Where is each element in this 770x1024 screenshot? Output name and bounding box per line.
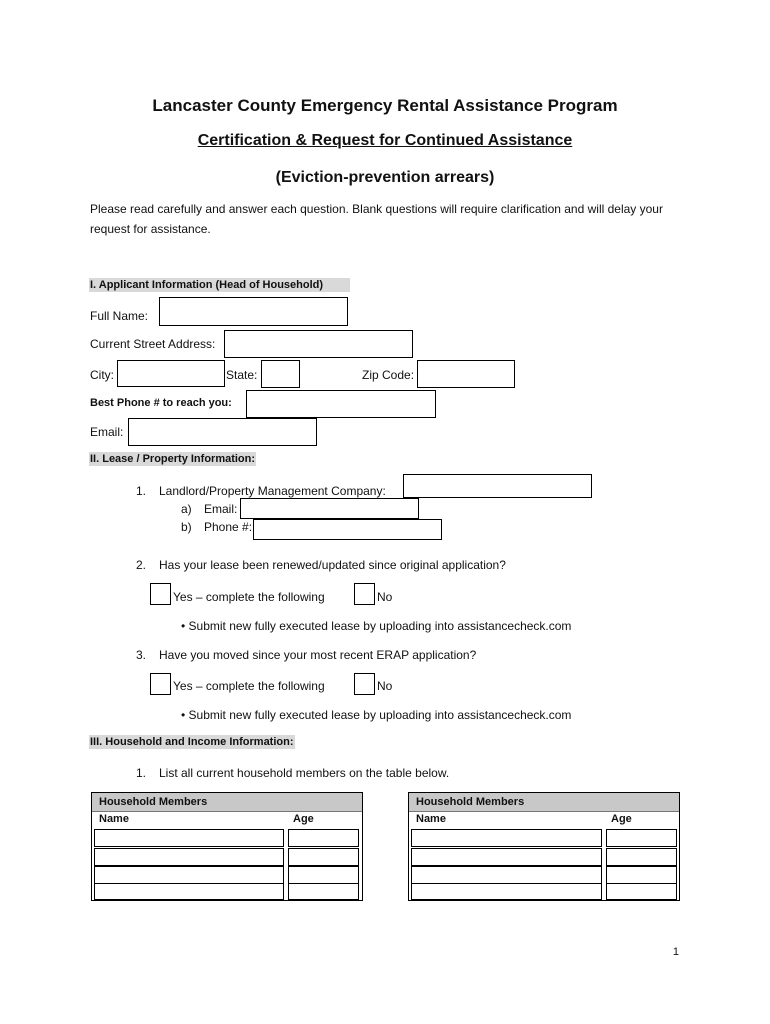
column-header-age: Age — [611, 813, 632, 825]
street-address-label: Current Street Address: — [90, 337, 216, 351]
household-instruction: List all current household members on the table below. — [159, 766, 450, 780]
question-number: 1. — [136, 766, 147, 780]
moved-upload-instruction: • Submit new fully executed lease by uploading into assistancecheck.com — [181, 708, 572, 722]
member-name-cell[interactable] — [411, 848, 602, 866]
landlord-email-field[interactable] — [240, 498, 419, 519]
column-header-name: Name — [416, 813, 446, 825]
phone-label: Best Phone # to reach you: — [90, 397, 232, 409]
moved-question: Have you moved since your most recent ERAP application? — [159, 648, 477, 662]
email-field[interactable] — [128, 418, 317, 446]
lease-renewed-yes-label: Yes – complete the following — [173, 590, 325, 604]
member-name-cell[interactable] — [94, 829, 284, 847]
lease-upload-instruction: • Submit new fully executed lease by uploading into assistancecheck.com — [181, 619, 572, 633]
section-3-heading: III. Household and Income Information: — [90, 736, 294, 748]
lease-renewed-yes-checkbox[interactable] — [150, 583, 171, 605]
page-subtitle-2: (Eviction-prevention arrears) — [275, 169, 495, 186]
landlord-field[interactable] — [403, 474, 592, 498]
member-age-cell[interactable] — [606, 866, 677, 884]
state-label: State: — [226, 368, 258, 382]
member-age-cell[interactable] — [288, 883, 359, 900]
question-number: 1. — [136, 484, 147, 498]
email-label: Email: — [90, 425, 124, 439]
landlord-phone-field[interactable] — [253, 519, 442, 540]
section-1-heading: I. Applicant Information (Head of Household) — [89, 278, 350, 292]
moved-no-label: No — [377, 679, 393, 693]
member-name-cell[interactable] — [94, 848, 284, 866]
table-title: Household Members — [409, 793, 679, 812]
phone-field[interactable] — [246, 390, 436, 418]
section-2-heading: II. Lease / Property Information: — [90, 453, 256, 465]
household-members-table — [91, 792, 363, 901]
page-title: Lancaster County Emergency Rental Assistance Program — [152, 96, 618, 115]
moved-yes-checkbox[interactable] — [150, 673, 171, 695]
member-name-cell[interactable] — [411, 866, 602, 884]
full-name-label: Full Name: — [90, 309, 149, 323]
household-members-table — [408, 792, 680, 901]
member-age-cell[interactable] — [288, 848, 359, 866]
member-age-cell[interactable] — [606, 848, 677, 866]
member-age-cell[interactable] — [606, 883, 677, 900]
moved-yes-label: Yes – complete the following — [173, 679, 325, 693]
member-name-cell[interactable] — [94, 883, 284, 900]
intro-text: Please read carefully and answer each question. Blank questions will require clarification and will delay your request for assistance. — [90, 202, 663, 236]
moved-no-checkbox[interactable] — [354, 673, 375, 695]
table-title: Household Members — [92, 793, 362, 812]
full-name-field[interactable] — [159, 297, 348, 326]
lease-renewed-no-label: No — [377, 590, 393, 604]
lease-renewed-no-checkbox[interactable] — [354, 583, 375, 605]
landlord-email-label: Email: — [204, 502, 238, 516]
page-number: 1 — [672, 946, 679, 958]
member-age-cell[interactable] — [606, 829, 677, 847]
city-field[interactable] — [117, 360, 225, 387]
sub-item-letter: a) — [181, 502, 192, 516]
state-field[interactable] — [261, 360, 300, 388]
member-name-cell[interactable] — [94, 866, 284, 884]
city-label: City: — [90, 368, 114, 382]
page-subtitle: Certification & Request for Continued Assistance — [197, 132, 573, 149]
lease-renewed-question: Has your lease been renewed/updated since original application? — [159, 558, 506, 572]
street-address-field[interactable] — [224, 330, 413, 358]
sub-item-letter: b) — [181, 520, 192, 534]
member-name-cell[interactable] — [411, 883, 602, 900]
member-age-cell[interactable] — [288, 829, 359, 847]
landlord-phone-label: Phone #: — [204, 520, 253, 534]
column-header-name: Name — [99, 813, 129, 825]
landlord-label: Landlord/Property Management Company: — [159, 484, 386, 498]
zip-code-field[interactable] — [417, 360, 515, 388]
zip-code-label: Zip Code: — [362, 368, 415, 382]
member-age-cell[interactable] — [288, 866, 359, 884]
question-number: 3. — [136, 648, 147, 662]
column-header-age: Age — [293, 813, 314, 825]
question-number: 2. — [136, 558, 147, 572]
member-name-cell[interactable] — [411, 829, 602, 847]
